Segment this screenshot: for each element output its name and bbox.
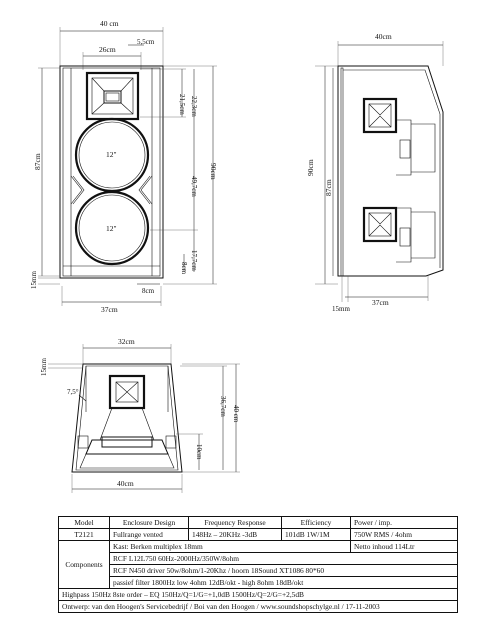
spec-row-highpass bbox=[59, 589, 458, 601]
cell-highpass: Highpass 150Hz 8ste order – EQ 150Hz/Q=1/G=+1,0dB 1500Hz/Q=2/G=+2,5dB bbox=[59, 589, 458, 601]
spec-table bbox=[58, 516, 458, 613]
header-model: Model bbox=[59, 517, 110, 529]
cell-components: Components bbox=[59, 541, 110, 589]
spec-row-model bbox=[59, 529, 458, 541]
top-bottom-width-label: 40cm bbox=[117, 479, 134, 488]
top-angle-label: 7,5° bbox=[67, 388, 79, 396]
front-bottom-gap-label: 8cm bbox=[180, 262, 188, 275]
front-view bbox=[30, 19, 218, 314]
header-enclosure: Enclosure Design bbox=[110, 517, 189, 529]
spec-row-kast bbox=[59, 541, 458, 553]
top-outer-depth-label: 40 cm bbox=[232, 405, 240, 423]
front-offset-label: 5,5cm bbox=[137, 38, 155, 46]
spec-header-row bbox=[59, 517, 458, 529]
front-horn-height-label: 21,5cm bbox=[178, 94, 186, 115]
cell-ontwerp: Ontwerp: van den Hoogen's Servicebedrijf / Boi van den Hoogen / www.soundshopschylge.nl / 17-11-2003 bbox=[59, 601, 458, 613]
cell-power: 750W RMS / 4ohm bbox=[351, 529, 458, 541]
front-port-height-label: 17,7cm bbox=[190, 250, 198, 271]
top-port-height-label: 10cm bbox=[195, 444, 203, 460]
front-bottom-depth-label: 8cm bbox=[142, 287, 155, 295]
header-frequency: Frequency Response bbox=[189, 517, 282, 529]
spec-row-ontwerp bbox=[59, 601, 458, 613]
cell-comp3: passief filter 1800Hz low 4ohm 12dB/okt - high 8ohm 18dB/okt bbox=[110, 577, 458, 589]
side-width-label: 40cm bbox=[375, 32, 392, 41]
spec-row-comp1 bbox=[59, 553, 458, 565]
cell-frequency: 148Hz – 20KHz -3dB bbox=[189, 529, 282, 541]
cell-model: T2121 bbox=[59, 529, 110, 541]
spec-row-comp2 bbox=[59, 565, 458, 577]
front-inner-width-label: 26cm bbox=[99, 45, 116, 54]
side-view bbox=[306, 32, 443, 313]
top-inner-depth-label: 36,7cm bbox=[219, 396, 227, 417]
front-base-label: 37cm bbox=[101, 305, 118, 314]
cell-efficiency: 101dB 1W/1M bbox=[282, 529, 351, 541]
side-depth-label: 37cm bbox=[372, 298, 389, 307]
cell-netto: Netto inhoud 114Ltr bbox=[351, 541, 458, 553]
header-power: Power / imp. bbox=[351, 517, 458, 529]
front-woofer-top-label: 12" bbox=[106, 150, 117, 159]
spec-row-comp3 bbox=[59, 577, 458, 589]
front-horn-height2-label: 22,3cm bbox=[190, 96, 198, 117]
side-outer-height-label: 90cm bbox=[306, 159, 315, 176]
side-inner-height-label: 87cm bbox=[324, 179, 333, 196]
header-efficiency: Efficiency bbox=[282, 517, 351, 529]
front-woofer-bottom-label: 12" bbox=[106, 224, 117, 233]
cell-kast: Kast: Berken multiplex 18mm bbox=[110, 541, 351, 553]
cell-comp1: RCF L12L750 60Hz-2000Hz/350W/8ohm bbox=[110, 553, 458, 565]
top-foot-label: 15mm bbox=[40, 358, 48, 376]
cell-enclosure: Fullrange vented bbox=[110, 529, 189, 541]
front-foot-label: 15mm bbox=[30, 271, 38, 289]
front-inner-height-label: 87cm bbox=[33, 153, 42, 170]
top-view bbox=[40, 337, 240, 493]
top-width-label: 32cm bbox=[118, 337, 135, 346]
side-foot-label: 15mm bbox=[332, 305, 350, 313]
front-width-label: 40 cm bbox=[100, 19, 119, 28]
cell-comp2: RCF N450 driver 50w/8ohm/1-20Khz / hoorn 18Sound XT1086 80*60 bbox=[110, 565, 458, 577]
front-outer-height-label: 90cm bbox=[209, 163, 218, 180]
front-mid-height-label: 49,7cm bbox=[190, 176, 198, 197]
